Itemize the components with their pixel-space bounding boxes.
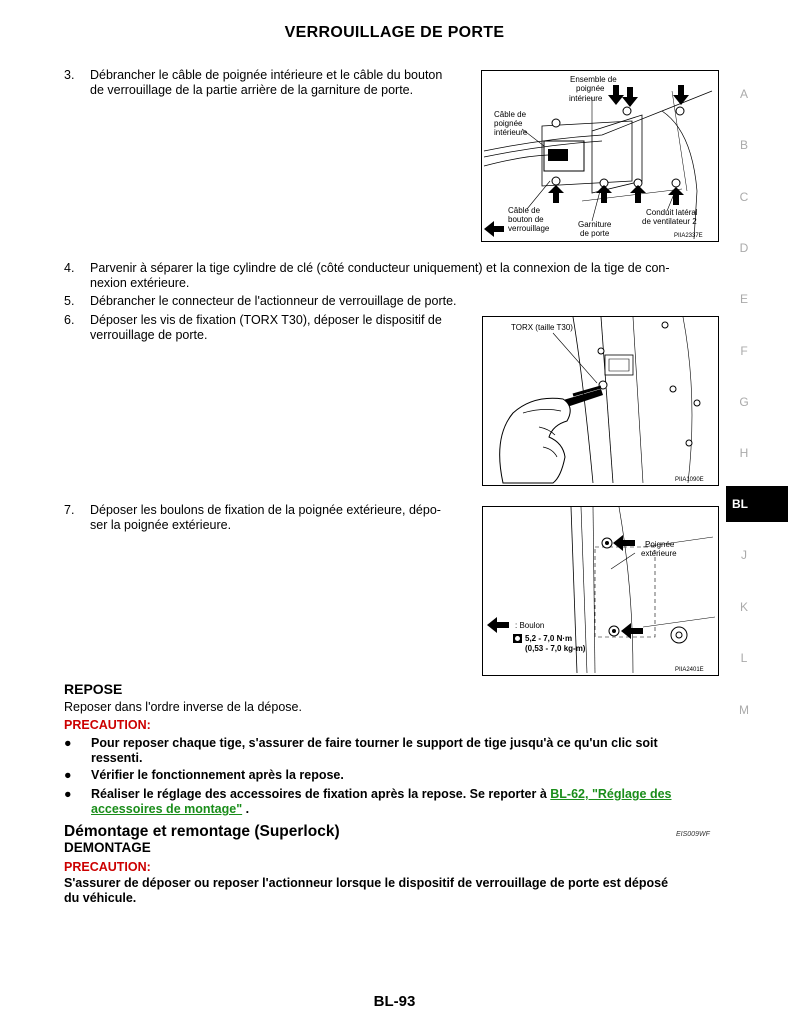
step-text-line: Parvenir à séparer la tige cylindre de clé (côté conducteur uniquement) et la connexion de la tige de con- [90,261,670,275]
label-bouton: verrouillage [508,224,550,233]
step-number: 7. [64,503,75,517]
demontage-note [64,876,734,906]
bullet-text: Pour reposer chaque tige, s'assurer de faire tourner le support de tige jusqu'à ce qu'un clic soit [91,736,658,750]
bullet-icon: ● [64,787,72,801]
reference-link[interactable]: BL-62, "Réglage des [550,787,672,801]
section-tab-m[interactable]: M [739,703,749,717]
section-tab-b[interactable]: B [739,138,748,152]
section-tab-e[interactable]: E [739,292,748,306]
page-title: VERROUILLAGE DE PORTE [284,24,505,41]
step-text-line: nexion extérieure. [90,276,190,290]
list-item [64,736,724,768]
repose-intro: Reposer dans l'ordre inverse de la dépose. [64,700,302,714]
label-conduit: Conduit latéral [646,208,698,217]
note-line: S'assurer de déposer ou reposer l'actionneur lorsque le dispositif de verrouillage de porte est déposé [64,876,669,890]
label-conduit: de ventilateur 2 [642,217,697,226]
list-item [64,787,724,819]
section-tab-k[interactable]: K [739,600,748,614]
step-7 [64,503,474,535]
figure-door-trim-cables [481,70,719,242]
precaution-label: PRECAUTION: [64,860,151,874]
figure-torx-screws [482,316,719,486]
label-cable: Câble de [494,110,527,119]
section-tab-l[interactable]: L [740,651,748,665]
section-heading-demontage: Démontage et remontage (Superlock) [64,823,340,840]
label-garniture: de porte [580,229,610,238]
step-text-line: Débrancher le connecteur de l'actionneur de verrouillage de porte. [90,294,457,308]
label-torque: 5,2 - 7,0 N·m [525,634,573,643]
label-bouton: bouton de [508,215,544,224]
bullet-text: . [242,802,250,816]
label-torx: TORX (taille T30) [511,323,573,332]
step-text-line: de verrouillage de la partie arrière de la garniture de porte. [90,83,414,97]
bullet-icon: ● [64,768,72,782]
step-number: 3. [64,68,75,82]
label-ensemble: poignée [576,84,605,93]
section-tab-h[interactable]: H [739,446,749,460]
step-text-line: ser la poignée extérieure. [90,518,232,532]
subheading-demontage: DEMONTAGE [64,840,151,855]
figure-outer-handle-bolts [482,506,719,676]
bullet-text [91,787,721,802]
section-tab-j[interactable]: J [741,548,747,562]
figure-code: PIIA2401E [675,667,704,673]
step-text-line: Déposer les boulons de fixation de la poignée extérieure, dépo- [90,503,441,517]
label-poignee: extérieure [641,549,677,558]
figure-code: PIIA2337E [674,233,703,239]
bullet-text: Vérifier le fonctionnement après la repose. [91,768,344,782]
label-poignee: Poignée [645,540,675,549]
bullet-text [91,802,721,817]
section-tab-c[interactable]: C [739,190,749,204]
label-torque: (0,53 - 7,0 kg-m) [525,644,586,653]
precaution-label: PRECAUTION: [64,718,151,732]
list-item [64,768,724,784]
step-number: 5. [64,294,75,308]
step-text-line: verrouillage de porte. [90,328,208,342]
section-tab-g[interactable]: G [739,395,749,409]
note-line: du véhicule. [64,891,137,905]
step-number: 4. [64,261,75,275]
figure-code: PIIA1090E [675,477,704,483]
bullet-icon: ● [64,736,72,750]
step-text-line: Débrancher le câble de poignée intérieure et le câble du bouton [90,68,443,82]
step-4 [64,261,724,293]
step-3 [64,68,474,100]
label-ensemble: Ensemble de [570,75,617,84]
page-number: BL-93 [373,993,416,1010]
label-cable: intérieure [494,128,528,137]
step-text-line: Déposer les vis de fixation (TORX T30), déposer le dispositif de [90,313,442,327]
label-ensemble: intérieure [569,94,603,103]
section-tab-label: BL [732,497,748,511]
label-garniture: Garniture [578,220,612,229]
step-6 [64,313,474,345]
step-number: 6. [64,313,75,327]
label-boulon: : Boulon [515,621,545,630]
section-tab-a[interactable]: A [739,87,748,101]
step-5 [64,294,724,310]
bullet-text: ressenti. [91,751,143,765]
label-bouton: Câble de [508,206,541,215]
label-cable: poignée [494,119,523,128]
section-tab-f[interactable]: F [740,344,748,358]
section-code: EIS009WF [676,831,710,838]
bullet-text: Réaliser le réglage des accessoires de fixation après la repose. Se reporter à [91,787,551,801]
section-tab-active[interactable] [726,486,788,522]
section-heading-repose: REPOSE [64,681,123,697]
section-tab-d[interactable]: D [739,241,749,255]
reference-link[interactable]: accessoires de montage" [91,802,243,816]
